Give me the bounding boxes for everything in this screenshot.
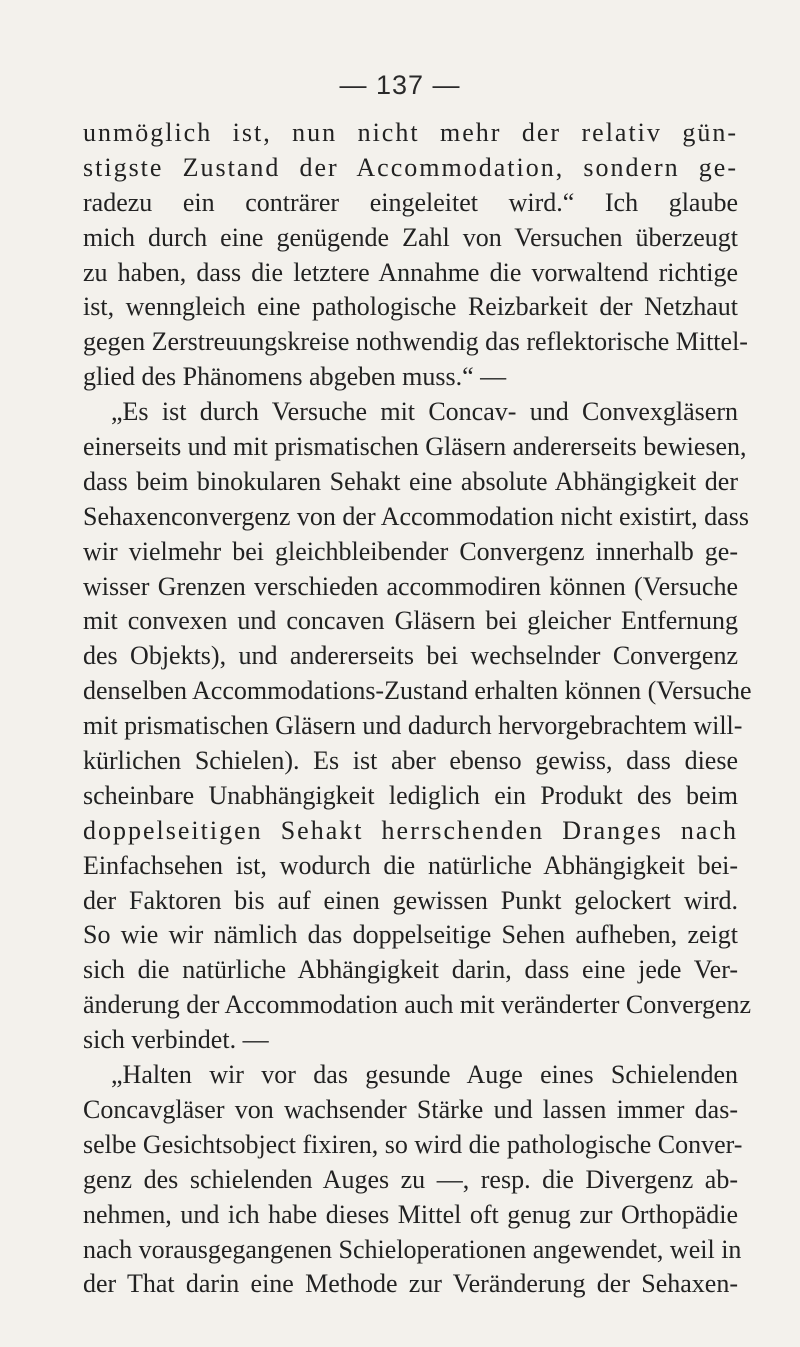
text-line: der That darin eine Methode zur Veränderung der Sehaxen-: [83, 1269, 738, 1299]
text-line: sich die natürliche Abhängigkeit darin, dass eine jede Ver-: [83, 955, 738, 985]
text-line: zu haben, dass die letztere Annahme die vorwaltend richtige: [83, 257, 738, 287]
text-line: Concavgläser von wachsender Stärke und lassen immer das-: [83, 1094, 738, 1124]
text-line: „Halten wir vor das gesunde Auge eines Schielenden: [111, 1060, 738, 1090]
text-line: wir vielmehr bei gleichbleibender Convergenz innerhalb ge-: [83, 536, 738, 566]
text-line: wisser Grenzen verschieden accommodiren können (Versuche: [83, 571, 738, 601]
text-line: mit prismatischen Gläsern und dadurch hervorgebrachtem will-: [83, 711, 743, 741]
text-line: des Objekts), und andererseits bei wechselnder Convergenz: [83, 641, 738, 671]
text-line: änderung der Accommodation auch mit veränderter Convergenz: [83, 990, 752, 1020]
text-line: einerseits und mit prismatischen Gläsern andererseits bewiesen,: [83, 432, 747, 462]
text-line: nehmen, und ich habe dieses Mittel oft genug zur Orthopädie: [83, 1199, 738, 1229]
text-line: doppelseitigen Sehakt herrschenden Dranges nach: [83, 815, 738, 845]
text-line: Einfachsehen ist, wodurch die natürliche Abhängigkeit bei-: [83, 850, 738, 880]
text-line: ist, wenngleich eine pathologische Reizbarkeit der Netzhaut: [83, 292, 738, 322]
text-line: sich verbindet. —: [83, 1025, 269, 1055]
text-line: kürlichen Schielen). Es ist aber ebenso gewiss, dass diese: [83, 746, 738, 776]
text-line: unmöglich ist, nun nicht mehr der relativ gün-: [83, 118, 738, 147]
text-line: mich durch eine genügende Zahl von Versuchen überzeugt: [83, 222, 738, 252]
body-text: [83, 116, 752, 1302]
text-line: gegen Zerstreuungskreise nothwendig das reflektorische Mittel-: [83, 327, 748, 357]
text-line: denselben Accommodations-Zustand erhalten können (Versuche: [83, 676, 752, 706]
text-line: Sehaxenconvergenz von der Accommodation nicht existirt, dass: [83, 501, 749, 531]
text-line: mit convexen und concaven Gläsern bei gleicher Entfernung: [83, 606, 738, 636]
text-line: stigste Zustand der Accommodation, sondern ge-: [83, 152, 738, 182]
text-line: selbe Gesichtsobject fixiren, so wird die pathologische Conver-: [83, 1129, 743, 1159]
text-line: radezu ein conträrer eingeleitet wird.“ Ich glaube: [83, 187, 738, 217]
text-line: glied des Phänomens abgeben muss.“ —: [83, 362, 507, 392]
text-line: nach vorausgegangenen Schieloperationen angewendet, weil in: [83, 1234, 742, 1264]
text-line: der Faktoren bis auf einen gewissen Punkt gelockert wird.: [83, 885, 738, 915]
text-line: dass beim binokularen Sehakt eine absolute Abhängigkeit der: [83, 466, 738, 496]
page-number: — 137 —: [339, 70, 461, 100]
text-line: scheinbare Unabhängigkeit lediglich ein Produkt des beim: [83, 780, 738, 810]
text-line: „Es ist durch Versuche mit Concav- und Convexgläsern: [111, 397, 738, 427]
text-line: genz des schielenden Auges zu —, resp. die Divergenz ab-: [83, 1164, 738, 1194]
text-line: So wie wir nämlich das doppelseitige Sehen aufheben, zeigt: [83, 920, 738, 950]
